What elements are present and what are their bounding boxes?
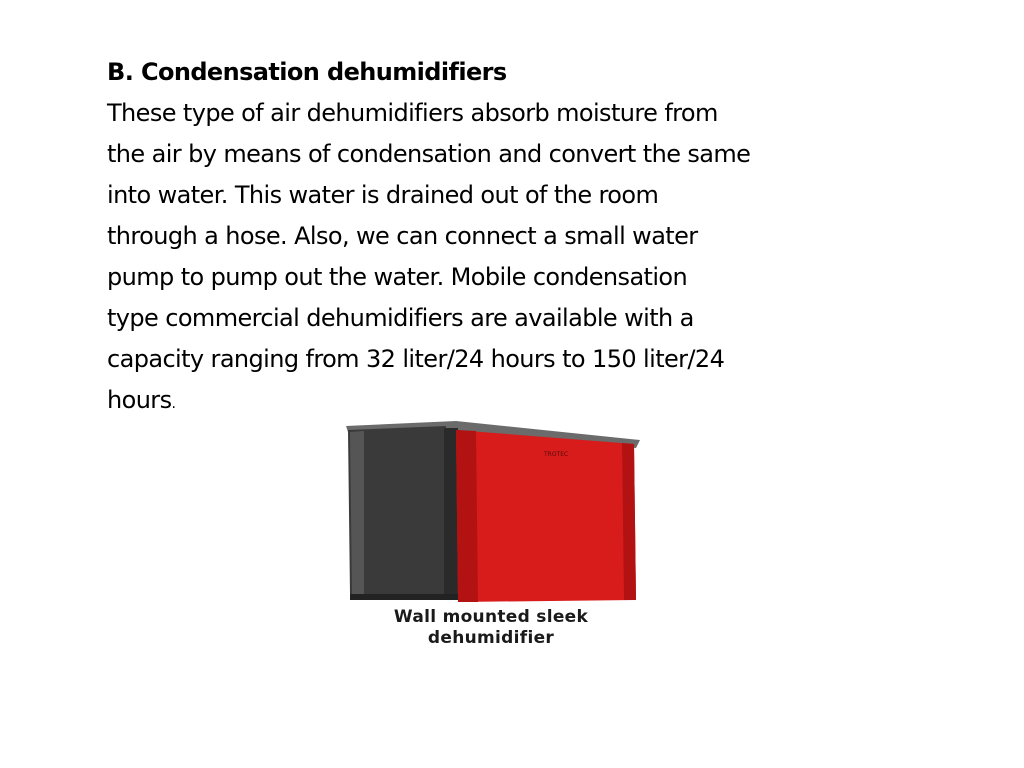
- unit-side-highlight: [350, 431, 364, 594]
- section-heading: B. Condensation dehumidifiers: [107, 58, 507, 86]
- unit-front-edge: [622, 443, 636, 600]
- slide-text: [107, 52, 907, 425]
- unit-base: [350, 594, 458, 600]
- figure-caption-line-2: dehumidifier: [427, 628, 555, 648]
- dehumidifier-image: [336, 418, 646, 608]
- trailing-period: .: [171, 396, 176, 412]
- body-line: type commercial dehumidifiers are available with a: [107, 304, 694, 332]
- dehumidifier-figure: [336, 418, 646, 653]
- body-line: the air by means of condensation and convert the same: [107, 140, 751, 168]
- unit-front-shade: [456, 430, 478, 602]
- body-line: capacity ranging from 32 liter/24 hours to 150 liter/24: [107, 345, 725, 373]
- body-line: These type of air dehumidifiers absorb moisture from: [107, 99, 718, 127]
- body-line-text: hours: [107, 386, 172, 414]
- body-line: pump to pump out the water. Mobile condensation: [107, 263, 688, 291]
- body-line: through a hose. Also, we can connect a small water: [107, 222, 698, 250]
- figure-caption-line-1: Wall mounted sleek: [393, 607, 589, 627]
- body-line: into water. This water is drained out of the room: [107, 181, 659, 209]
- brand-label: TROTEC: [544, 451, 569, 458]
- unit-divider: [444, 428, 458, 598]
